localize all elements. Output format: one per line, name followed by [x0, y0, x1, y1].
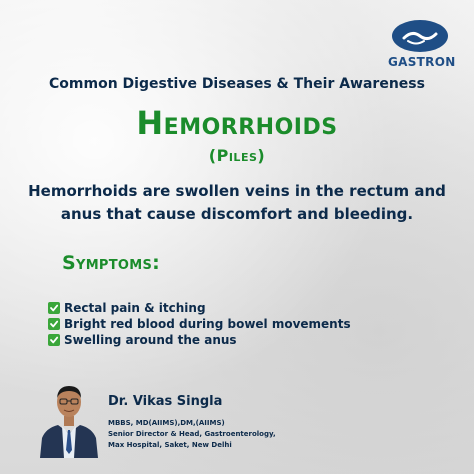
doctor-photo — [38, 378, 100, 458]
symptom-text: Bright red blood during bowel movements — [64, 317, 351, 331]
page-title: Hemorrhoids — [136, 104, 338, 142]
doctor-name: Dr. Vikas Singla — [108, 394, 223, 409]
doctor-degrees: MBBS, MD(AIIMS),DM,(AIIMS) — [108, 419, 225, 427]
disease-description: Hemorrhoids are swollen veins in the rectum and anus that cause discomfort and bleeding. — [28, 182, 446, 223]
doctor-role: Senior Director & Head, Gastroenterology, — [108, 430, 276, 438]
hands-heart-icon — [392, 20, 448, 52]
symptom-text: Rectal pain & itching — [64, 301, 206, 315]
check-mark-icon — [48, 302, 60, 314]
brand-name: GASTRON — [388, 55, 456, 69]
page-title-alias: (Piles) — [208, 146, 266, 165]
symptom-text: Swelling around the anus — [64, 333, 237, 347]
list-item — [48, 332, 351, 348]
doctor-credentials — [108, 418, 276, 451]
list-item — [48, 316, 351, 332]
page-subtitle: Common Digestive Diseases & Their Awareness — [49, 76, 425, 92]
doctor-hospital: Max Hospital, Saket, New Delhi — [108, 441, 232, 449]
check-mark-icon — [48, 318, 60, 330]
list-item — [48, 300, 351, 316]
symptom-list — [48, 300, 351, 348]
check-mark-icon — [48, 334, 60, 346]
brand-logo — [388, 20, 456, 69]
symptoms-heading: Symptoms: — [62, 252, 161, 274]
